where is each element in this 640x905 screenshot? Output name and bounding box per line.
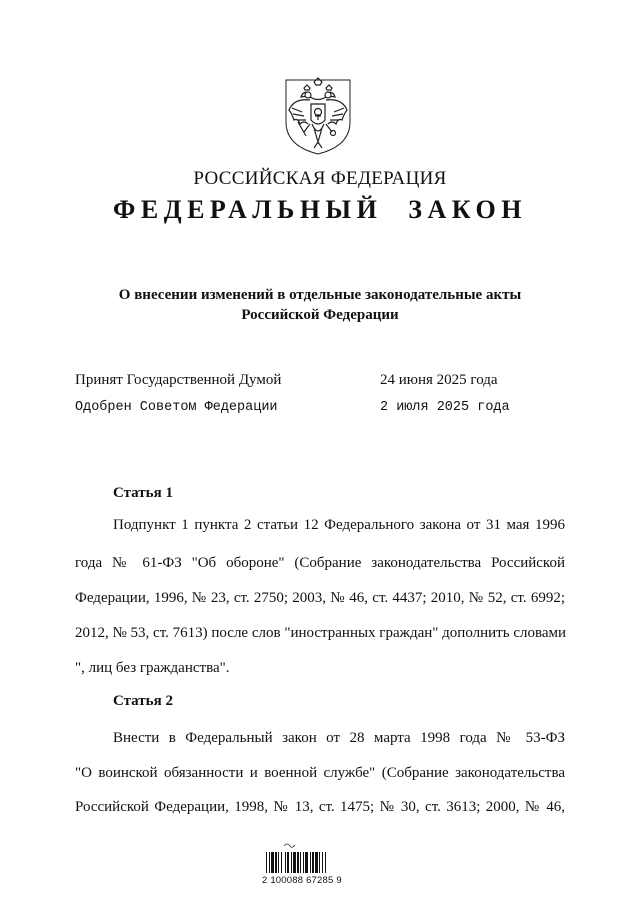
- barcode-bar: [275, 852, 277, 873]
- barcode-bar: [278, 852, 279, 873]
- article-2-text-line: Внести в Федеральный закон от 28 марта 1998 года № 53-ФЗ: [113, 730, 565, 746]
- article-2-text-line: Российской Федерации, 1998, № 13, ст. 1475; № 30, ст. 3613; 2000, № 46,: [75, 799, 565, 815]
- barcode-bar: [281, 852, 282, 873]
- barcode-bar: [322, 852, 323, 873]
- barcode-bar: [312, 852, 314, 873]
- article-1-text-line: Федерации, 1996, № 23, ст. 2750; 2003, № 46, ст. 4437; 2010, № 52, ст. 6992;: [75, 590, 565, 606]
- barcode-bar: [287, 852, 289, 873]
- barcode-bar: [315, 852, 318, 873]
- barcode-bar: [269, 852, 270, 873]
- article-1-heading: Статья 1: [113, 485, 173, 501]
- barcode-bar: [325, 852, 326, 873]
- article-1-text-line: 2012, № 53, ст. 7613) после слов "иностранных граждан" дополнить словами: [75, 625, 567, 641]
- barcode-bar: [305, 852, 308, 873]
- barcode-bar: [266, 852, 267, 873]
- barcode-bar: [271, 852, 274, 873]
- council-approval-date: 2 июля 2025 года: [380, 400, 510, 415]
- article-1-text-line: года № 61-ФЗ "Об обороне" (Собрание законодательства Российской: [75, 555, 565, 571]
- barcode-number: 2 100088 67285 9: [262, 875, 342, 886]
- law-type-heading: ФЕДЕРАЛЬНЫЙ ЗАКОН: [113, 195, 527, 224]
- barcode-bar: [285, 852, 286, 873]
- council-approval-label: Одобрен Советом Федерации: [75, 400, 278, 415]
- article-1-text-line: ", лиц без гражданства".: [75, 660, 230, 676]
- country-name: РОССИЙСКАЯ ФЕДЕРАЦИЯ: [193, 168, 447, 189]
- law-title-line: Российской Федерации: [241, 307, 399, 323]
- barcode-bar: [319, 852, 320, 873]
- barcode-image: [262, 842, 354, 874]
- barcode-bar: [303, 852, 304, 873]
- law-title: [80, 285, 560, 325]
- barcode-bar: [293, 852, 296, 873]
- article-2-text-line: "О воинской обязанности и военной службе" (Собрание законодательства: [75, 765, 565, 781]
- law-title-line: О внесении изменений в отдельные законодательные акты: [118, 287, 522, 303]
- duma-adoption-date: 24 июня 2025 года: [380, 372, 498, 388]
- barcode-bar: [291, 852, 292, 873]
- barcode-bar: [310, 852, 311, 873]
- barcode-bar: [300, 852, 301, 873]
- coat-of-arms-emblem: [284, 76, 352, 156]
- article-2-heading: Статья 2: [113, 693, 173, 709]
- article-1-text-line: Подпункт 1 пункта 2 статьи 12 Федерального закона от 31 мая 1996: [113, 517, 565, 533]
- barcode-bar: [297, 852, 299, 873]
- duma-adoption-label: Принят Государственной Думой: [75, 372, 282, 388]
- barcode-stamp: [262, 842, 354, 892]
